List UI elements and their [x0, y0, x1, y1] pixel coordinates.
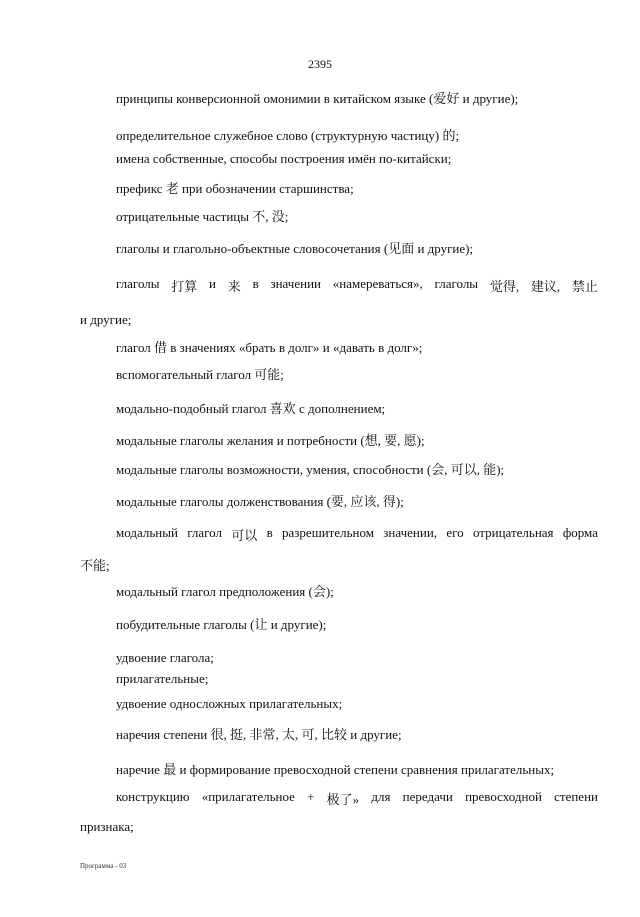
text-line-justified — [116, 789, 598, 808]
text-line: глаголы и глагольно-объектные словосочетания (见面 и другие); — [116, 241, 474, 256]
word: модальный — [116, 525, 178, 540]
text-line: глагол 借 в значениях «брать в долг» и «давать в долг»; — [116, 340, 423, 355]
text-line: удвоение односложных прилагательных; — [116, 696, 343, 711]
word: разрешительном — [282, 525, 374, 540]
word: 禁止 — [571, 279, 598, 294]
text-line: наречия степени 很, 挺, 非常, 太, 可, 比较 и другие; — [116, 727, 402, 742]
word: глаголы — [434, 276, 479, 291]
text-line: вспомогательный глагол 可能; — [116, 367, 284, 382]
word: его — [446, 525, 464, 540]
text-line: удвоение глагола; — [116, 650, 214, 665]
word: «намереваться», — [332, 276, 423, 291]
word: 可以 — [231, 528, 258, 543]
text-line: и другие; — [80, 312, 132, 327]
word: в — [252, 276, 259, 291]
word: форма — [562, 525, 598, 540]
word: значении — [270, 276, 321, 291]
text-line: признака; — [80, 819, 134, 834]
page-footer: Программа - 03 — [80, 862, 127, 870]
text-line: модальные глаголы желания и потребности (想, 要, 愿); — [116, 433, 425, 448]
text-line: прилагательные; — [116, 671, 209, 686]
text-line: наречие 最 и формирование превосходной степени сравнения прилагательных; — [116, 762, 555, 777]
word: степени — [554, 789, 598, 804]
page-number: 2395 — [308, 57, 332, 71]
text-line: определительное служебное слово (структурную частицу) 的; — [116, 128, 460, 143]
word: глагол — [187, 525, 222, 540]
word: передачи — [402, 789, 453, 804]
word: в — [266, 525, 273, 540]
text-line-justified — [116, 525, 598, 544]
word: конструкцию — [116, 789, 190, 804]
text-line: 不能; — [80, 558, 110, 573]
text-line: имена собственные, способы построения имён по-китайски; — [116, 151, 452, 166]
word: 建议, — [530, 279, 561, 294]
word: 打算 — [171, 279, 198, 294]
text-line: побудительные глаголы (让 и другие); — [116, 617, 327, 632]
word: превосходной — [465, 789, 542, 804]
word: глаголы — [116, 276, 160, 291]
text-line: префикс 老 при обозначении старшинства; — [116, 181, 354, 196]
word: 极了» — [326, 792, 360, 807]
text-line-justified — [116, 276, 598, 295]
text-line: модальные глаголы возможности, умения, способности (会, 可以, 能); — [116, 462, 505, 477]
word: «прилагательное — [201, 789, 295, 804]
text-line: принципы конверсионной омонимии в китайском языке (爱好 и другие); — [116, 91, 519, 106]
text-line: модальные глаголы долженствования (要, 应该, 得); — [116, 494, 404, 509]
text-line: модально-подобный глагол 喜欢 с дополнением; — [116, 401, 386, 416]
word: для — [371, 789, 391, 804]
text-line: модальный глагол предположения (会); — [116, 584, 334, 599]
text-line: отрицательные частицы 不, 没; — [116, 209, 289, 224]
word: 来 — [227, 279, 241, 294]
word: значении, — [383, 525, 438, 540]
word: 觉得, — [489, 279, 520, 294]
word: + — [307, 789, 315, 804]
word: и — [209, 276, 217, 291]
word: отрицательная — [472, 525, 554, 540]
